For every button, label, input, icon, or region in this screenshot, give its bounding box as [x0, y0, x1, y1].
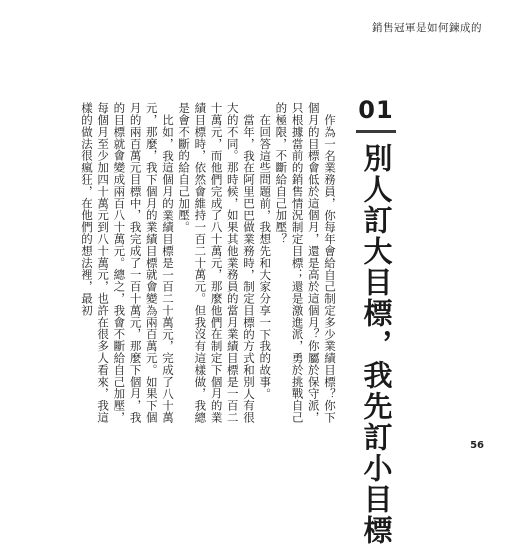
page-number: 56: [470, 440, 484, 451]
chapter-rule: [356, 130, 396, 133]
running-head: 銷售冠軍是如何鍊成的: [372, 22, 482, 34]
body-paragraph: 當年，我在阿里巴巴做業務時，制定目標的方式和別人有很大的不同。那時候，如果其他業務員的當月業績目標是一百二十萬元，而他們完成了八十萬元，那麼他們在制定下個月的業績目標時，依然會維持一百二十萬元。但我沒有這樣做，我總是會不斷的給自己加壓。: [177, 102, 256, 424]
chapter-title: 別人訂大目標，我先訂小目標: [359, 143, 394, 546]
body-paragraph: 作為一名業務員，你每年會給自己制定多少業績目標？你下個月的目標會低於這個月，還是高於這個月？你屬於保守派，只根據當前的銷售情況制定目標；還是激進派，勇於挑戰自己的極限，不斷給自己加壓？: [274, 102, 337, 424]
chapter-number: 01: [358, 96, 394, 124]
chapter-heading: [352, 96, 400, 546]
body-paragraph: 在回答這些問題前，我想先和大家分享一下我的故事。: [258, 113, 273, 400]
body-paragraph: 比如，我這個月的業績目標是一百二十萬元，完成了八十萬元，那麼，我下個月的業績目標就會變為兩百萬元。如果下個月的兩百萬元目標中，我完成了一百十萬元，那麼下個月，我的目標就會變成兩百八十萬元。總之，我會不斷給自己加壓，每個月至少加四十萬元到八十萬元，也許在很多人看來，我這樣的做法很瘋狂，在他們的想法裡，最初: [79, 102, 175, 424]
body-text: [79, 102, 338, 432]
